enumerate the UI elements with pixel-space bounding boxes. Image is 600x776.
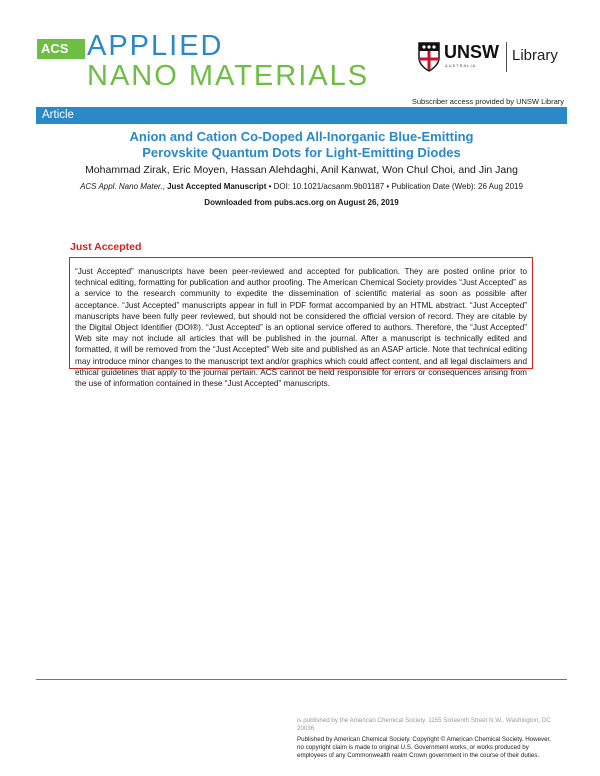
citation-details: • DOI: 10.1021/acsanm.9b01187 • Publication Date (Web): 26 Aug 2019 xyxy=(266,182,523,191)
logo-divider xyxy=(506,42,507,72)
journal-name-line2: NANO MATERIALS xyxy=(87,60,370,92)
journal-name-line1: APPLIED xyxy=(87,30,224,62)
unsw-subtext: AUSTRALIA xyxy=(445,63,477,68)
footer-divider xyxy=(36,679,567,680)
copyright-notice: Published by American Chemical Society. Copyright © American Chemical Society. However, no copyright claim is made to original U.S. Government works, or works produced by employees of any Commonwealth realm Crown government in the course of their duties. xyxy=(297,736,551,759)
author-list: Mohammad Zirak, Eric Moyen, Hassan Alehdaghi, Anil Kanwat, Won Chul Choi, and Jin Jang xyxy=(85,164,518,176)
publisher-address: is published by the American Chemical Society. 1155 Sixteenth Street N.W., Washington, DC 20036 xyxy=(297,717,551,732)
acs-badge: ACS xyxy=(37,39,85,59)
title-line-1: Anion and Cation Co-Doped All-Inorganic Blue-Emitting xyxy=(129,129,474,144)
unsw-library-logo xyxy=(418,40,568,80)
title-line-2: Perovskite Quantum Dots for Light-Emitting Diodes xyxy=(142,145,461,160)
just-accepted-text: “Just Accepted” manuscripts have been peer-reviewed and accepted for publication. They are posted online prior to technical editing, formatting for publication and author proofing. The American Chemical Society provides “Just Accepted” as a service to the research community to expedite the dissemination of scientific material as soon as possible after acceptance. “Just Accepted” manuscripts appear in full in PDF format accompanied by an HTML abstract. “Just Accepted” manuscripts have been fully peer reviewed, but should not be considered the official version of record. They are citable by the Digital Object Identifier (DOI®). “Just Accepted” is an optional service offered to authors. Therefore, the “Just Accepted” Web site may not include all articles that will be published in the journal. After a manuscript is technically edited and formatted, it will be removed from the “Just Accepted” Web site and published as an ASAP article. Note that technical editing may introduce minor changes to the manuscript text and/or graphics which could affect content, and all legal disclaimers and ethical guidelines that apply to the journal pertain. ACS cannot be held responsible for errors or consequences arising from the use of information contained in these “Just Accepted” manuscripts. xyxy=(75,267,527,389)
journal-abbrev: ACS Appl. Nano Mater. xyxy=(80,182,163,191)
unsw-name: UNSW xyxy=(444,42,499,62)
just-accepted-notice xyxy=(69,257,533,389)
just-accepted-heading: Just Accepted xyxy=(70,241,142,253)
subscriber-note: Subscriber access provided by UNSW Library xyxy=(411,97,564,106)
article-title xyxy=(36,129,567,161)
citation-line: ACS Appl. Nano Mater., Just Accepted Manuscript • DOI: 10.1021/acsanm.9b01187 • Publication Date (Web): 26 Aug 2019 xyxy=(80,182,523,191)
download-note: Downloaded from pubs.acs.org on August 26, 2019 xyxy=(204,198,399,207)
library-label: Library xyxy=(512,47,558,64)
unsw-crest-icon xyxy=(418,42,440,72)
manuscript-status: Just Accepted Manuscript xyxy=(167,182,267,191)
section-label: Article xyxy=(42,109,74,121)
section-bar xyxy=(36,107,567,124)
